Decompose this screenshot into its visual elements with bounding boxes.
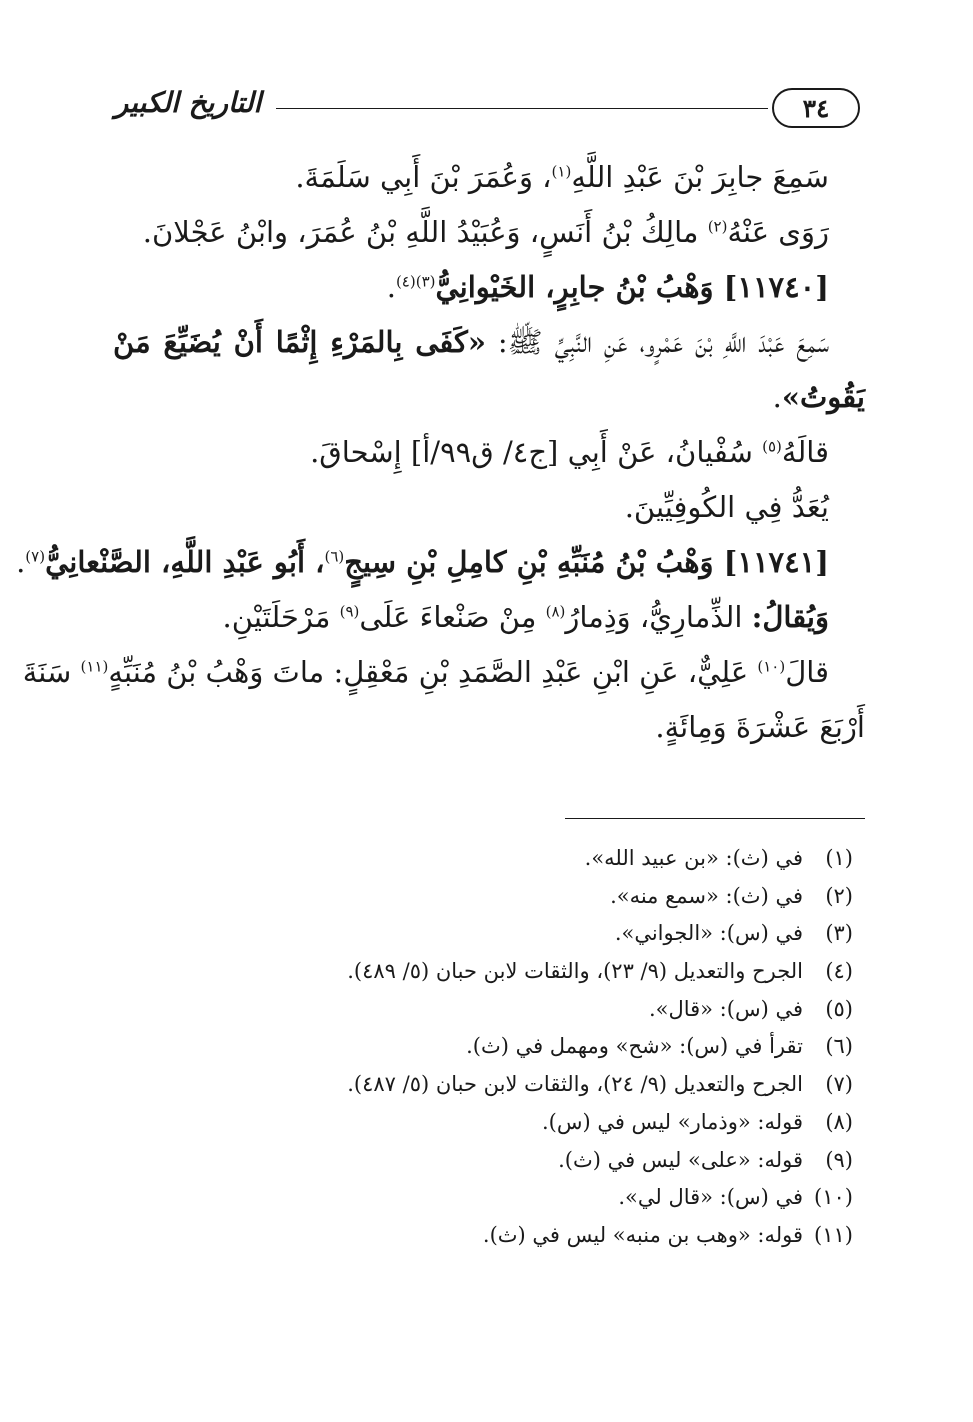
footnote-9: [113, 1142, 853, 1180]
footnote-ref[interactable]: (٣): [415, 272, 436, 291]
footnote-number: (٨): [825, 1109, 853, 1134]
footnote-text: تقرأ في (س): «شح» ومهمل في (ث).: [466, 1034, 803, 1059]
text: .: [772, 380, 782, 414]
footnote-ref[interactable]: (١): [551, 162, 572, 181]
text-line-4: [113, 315, 865, 370]
hadith-quote: «كَفَى بِالمَرْءِ إِثْمًا أَنْ يُضَيِّعَ مَنْ: [113, 325, 486, 359]
footnote-7: [113, 1066, 853, 1104]
footnote-ref[interactable]: (٧): [25, 547, 46, 566]
footnote-number: (١٠): [814, 1185, 853, 1210]
footnote-number: (٥): [825, 996, 853, 1021]
hadith-quote: يَقُوتُ»: [781, 380, 865, 414]
text: سَمِعَ جابِرَ بْنَ عَبْدِ اللَّهِ: [571, 160, 829, 194]
footnote-text: الجرح والتعديل (٩/ ٢٣)، والثقات لابن حبان (٥/ ٤٨٩).: [347, 959, 803, 984]
text: مَرْحَلَتَيْنِ.: [222, 600, 340, 634]
footnote-ref[interactable]: (٨): [545, 602, 566, 621]
footnote-4: [113, 953, 853, 991]
header-rule: [276, 108, 768, 109]
entry-title: [١١٧٤١] وَهْبُ بْنُ مُنَبِّهِ بْنِ كامِلِ بْنِ سِيجٍ: [344, 545, 829, 579]
footnote-ref[interactable]: (١٠): [757, 657, 786, 676]
entry-title: [١١٧٤٠] وَهْبُ بْنُ جابِرٍ، الخَيْوانِيُّ: [435, 270, 829, 304]
footnote-ref[interactable]: (٦): [324, 547, 345, 566]
footnote-number: (٧): [825, 1072, 853, 1097]
footnote-number: (١): [825, 846, 853, 870]
text-line-6: [113, 425, 865, 480]
footnote-number: (٦): [825, 1034, 853, 1059]
footnote-number: (٣): [825, 921, 853, 946]
footnote-1: [113, 840, 853, 878]
page-number: ٣٤: [772, 88, 860, 128]
footnote-text: في (س): «قال لي».: [618, 1185, 803, 1210]
text-line-7: [113, 480, 865, 535]
text-line-11: [113, 700, 865, 755]
page-header: [108, 82, 860, 142]
text-line-5: [113, 370, 865, 425]
text: يُعَدُّ فِي الكُوفِيِّينَ.: [624, 490, 829, 524]
text-line-1: [113, 150, 865, 205]
footnote-2: [113, 878, 853, 916]
text: ، وَعُمَرَ بْنَ أَبِي سَلَمَةَ.: [295, 160, 552, 194]
main-text: [16, 150, 865, 755]
footnote-number: (٢): [825, 883, 853, 908]
entry-title: ، أَبُو عَبْدِ اللَّهِ، الصَّنْعانِيُّ: [45, 545, 325, 579]
footnote-text: في (س): «قال».: [648, 996, 803, 1021]
footnote-8: [113, 1104, 853, 1142]
text: سَنَةَ: [22, 655, 81, 689]
text: .: [16, 545, 26, 579]
footnote-number: (٤): [825, 959, 853, 984]
footnote-5: [113, 991, 853, 1029]
text: مالِكُ بْنُ أَنَسٍ، وَعُبَيْدُ اللَّهِ بْنُ عُمَرَ، وابْنُ عَجْلانَ.: [142, 215, 708, 249]
entry-heading-11741: [16, 535, 865, 590]
footnote-6: [113, 1028, 853, 1066]
text-line-2: [113, 205, 865, 260]
footnote-text: قوله: «وهب بن منبه» ليس في (ث).: [482, 1222, 803, 1247]
footnote-ref[interactable]: (١١): [80, 657, 109, 676]
footnote-number: (٩): [825, 1147, 853, 1172]
running-title: التاريخ الكبير: [114, 86, 262, 119]
footnote-text: قوله: «على» ليس في (ث).: [558, 1147, 803, 1172]
footnote-11: [113, 1217, 853, 1255]
footnote-number: (١١): [814, 1222, 853, 1247]
footnote-3: [113, 915, 853, 953]
text: رَوَى عَنْهُ: [727, 215, 829, 249]
text: عَلِيٌّ، عَنِ ابْنِ عَبْدِ الصَّمَدِ بْنِ مَعْقِلٍ: ماتَ وَهْبُ بْنُ مُنَبِّهٍ: [108, 655, 758, 689]
footnote-text: في (س): «الجواني».: [614, 921, 803, 946]
footnote-ref[interactable]: (٥): [762, 437, 782, 456]
footnote-separator: [565, 818, 865, 819]
text: .: [386, 270, 396, 304]
text: مِنْ صَنْعاءَ عَلَى: [359, 600, 546, 634]
footnote-10: [113, 1179, 853, 1217]
text: قالَهُ: [781, 435, 829, 469]
footnote-text: في (ث): «سمع منه».: [610, 883, 803, 908]
text: سُفْيانُ، عَنْ أَبِي [ج٤/ ق٩٩/أ] إِسْحاقَ.: [310, 435, 763, 469]
text: قالَ: [785, 655, 829, 689]
text: الذِّمارِيُّ، وَذِمارُ: [565, 600, 752, 634]
entry-heading-11740: [113, 260, 865, 315]
footnotes: [113, 840, 853, 1255]
footnote-ref[interactable]: (٤): [395, 272, 416, 291]
footnote-text: في (ث): «بن عبيد الله».: [584, 846, 803, 870]
text: وَيُقالُ:: [751, 600, 829, 634]
footnote-text: قوله: «وذمار» ليس في (س).: [541, 1109, 803, 1134]
text: أَرْبَعَ عَشْرَةَ وَمِائَةٍ.: [655, 710, 865, 744]
footnote-ref[interactable]: (٢): [707, 217, 728, 236]
footnote-ref[interactable]: (٩): [339, 602, 360, 621]
text: سَمِعَ عَبْدَ اللَّهِ بْنَ عَمْرٍو، عَنِ النَّبِيِّ ﷺ:: [485, 325, 830, 359]
text-line-10: [22, 645, 865, 700]
footnote-text: الجرح والتعديل (٩/ ٢٤)، والثقات لابن حبان (٥/ ٤٨٧).: [347, 1072, 803, 1097]
text-line-9: [113, 590, 865, 645]
